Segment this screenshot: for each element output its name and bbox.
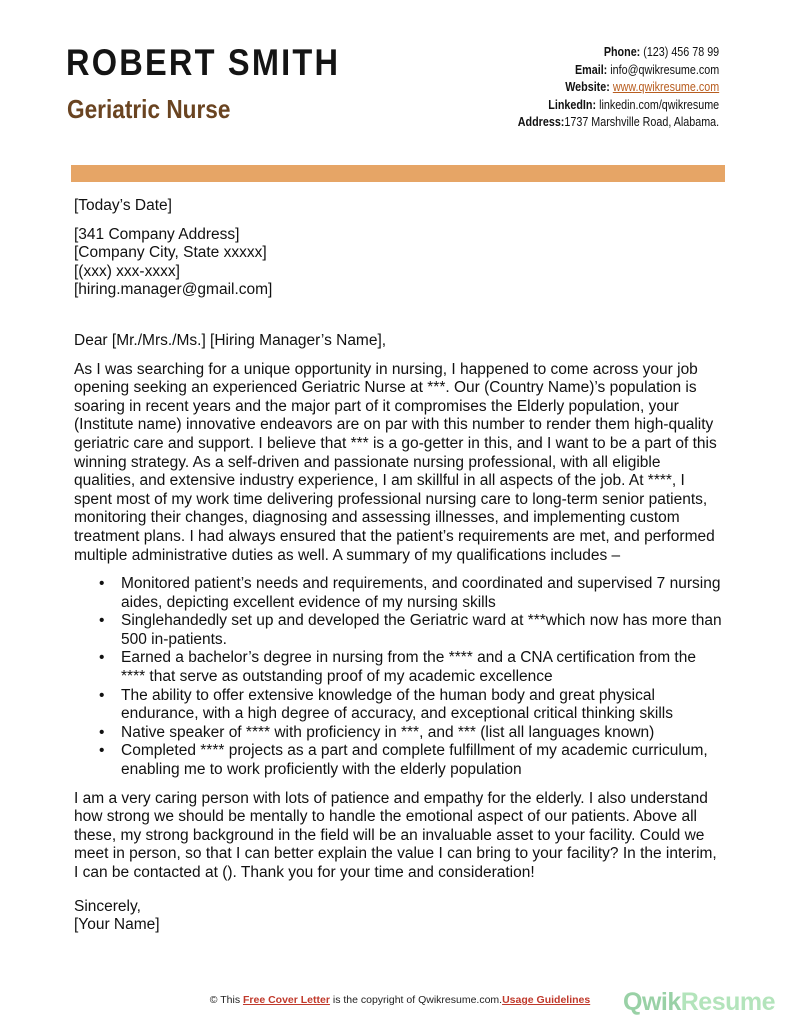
intro-paragraph: As I was searching for a unique opportunity in nursing, I happened to come across your job opening seeking an experienced Geriatric Nurse at ***. Our (Country Name)’s population is soaring in recent years and the major part of it compromises the Elderly population, your (Institute name) innovative endeavors are on par with this number to render them high-quality geriatric care and support. I believe that *** is a go-getter in this, and I want to be a part of this winning strategy. As a self-driven and passionate nursing professional, with all eligible qualities, and extensive industry experience, I am skillful in all aspects of the job. At ****, I spent most of my work time delivering professional nursing care to long-term senior patients, monitoring their changes, diagnosing and assessing illnesses, and implementing custom treatment plans. I had always ensured that the patient’s requirements are met, and performed multiple administrative duties as well. A summary of my qualifications includes – [74,360,717,564]
recipient-line: [341 Company Address] [74,225,240,243]
qualifications-list [74,575,722,780]
contact-address: Address:1737 Marshville Road, Alabama. [517,115,719,129]
contact-website: Website: www.qwikresume.com [565,80,719,94]
letter-date: [Today’s Date] [74,197,172,214]
qualification-item: • Completed **** projects as a part and complete fulfillment of my academic curriculum, enabling me to work proficiently with the elderly population [121,742,722,779]
recipient-line: [hiring.manager@gmail.com] [74,281,273,299]
qwikresume-logo: QwikResume [623,988,776,1016]
website-link[interactable]: www.qwikresume.com [612,80,719,94]
qualification-item: • The ability to offer extensive knowledge of the human body and great physical endurance, with a high degree of accuracy, and exceptional critical thinking skills [121,687,722,724]
contact-linkedin: LinkedIn: linkedin.com/qwikresume [548,97,719,112]
qualification-item: • Singlehandedly set up and developed the Geriatric ward at ***which now has more than 500 in-patients. [121,612,722,649]
contact-email: Email: info@qwikresume.com [574,62,719,77]
qualification-item: • Monitored patient’s needs and requirements, and coordinated and supervised 7 nursing aides, depicting excellent evidence of my nursing skills [121,575,722,612]
qualification-item: • Native speaker of **** with proficiency in ***, and *** (list all languages known) [121,724,722,743]
recipient-address [74,226,722,300]
sign-off: Sincerely, [74,897,141,915]
qualification-item: • Earned a bachelor’s degree in nursing from the **** and a CNA certification from the **** that serve as outstanding proof of my academic excellence [121,649,722,686]
accent-divider-bar [71,165,725,182]
recipient-line: [(xxx) xxx-xxxx] [74,262,180,280]
usage-guidelines-link[interactable]: Usage Guidelines [502,994,591,1006]
contact-phone: Phone: (123) 456 78 99 [603,45,719,59]
applicant-name: ROBERT SMITH [66,42,341,83]
letter-body [74,197,722,935]
closing-paragraph: I am a very caring person with lots of patience and empathy for the elderly. I also understand how strong we should be mentally to handle the emotional aspect of our patients. Above all these, my strong background in the field will be an invaluable asset to your facility. Could we meet in person, so that I can better explain the value I can bring to your facility? In the interim, I can be contacted at (). Thank you for your time and consideration! [74,789,717,881]
contact-block [518,44,719,132]
recipient-line: [Company City, State xxxxx] [74,244,267,262]
signature: [Your Name] [74,916,160,934]
free-cover-letter-link[interactable]: Free Cover Letter [242,994,330,1006]
job-title: Geriatric Nurse [67,94,231,124]
copyright-footer: © This Free Cover Letter is the copyright of Qwikresume.com.Usage Guidelines [209,994,591,1006]
salutation: Dear [Mr./Mrs./Ms.] [Hiring Manager’s Name], [74,331,387,349]
